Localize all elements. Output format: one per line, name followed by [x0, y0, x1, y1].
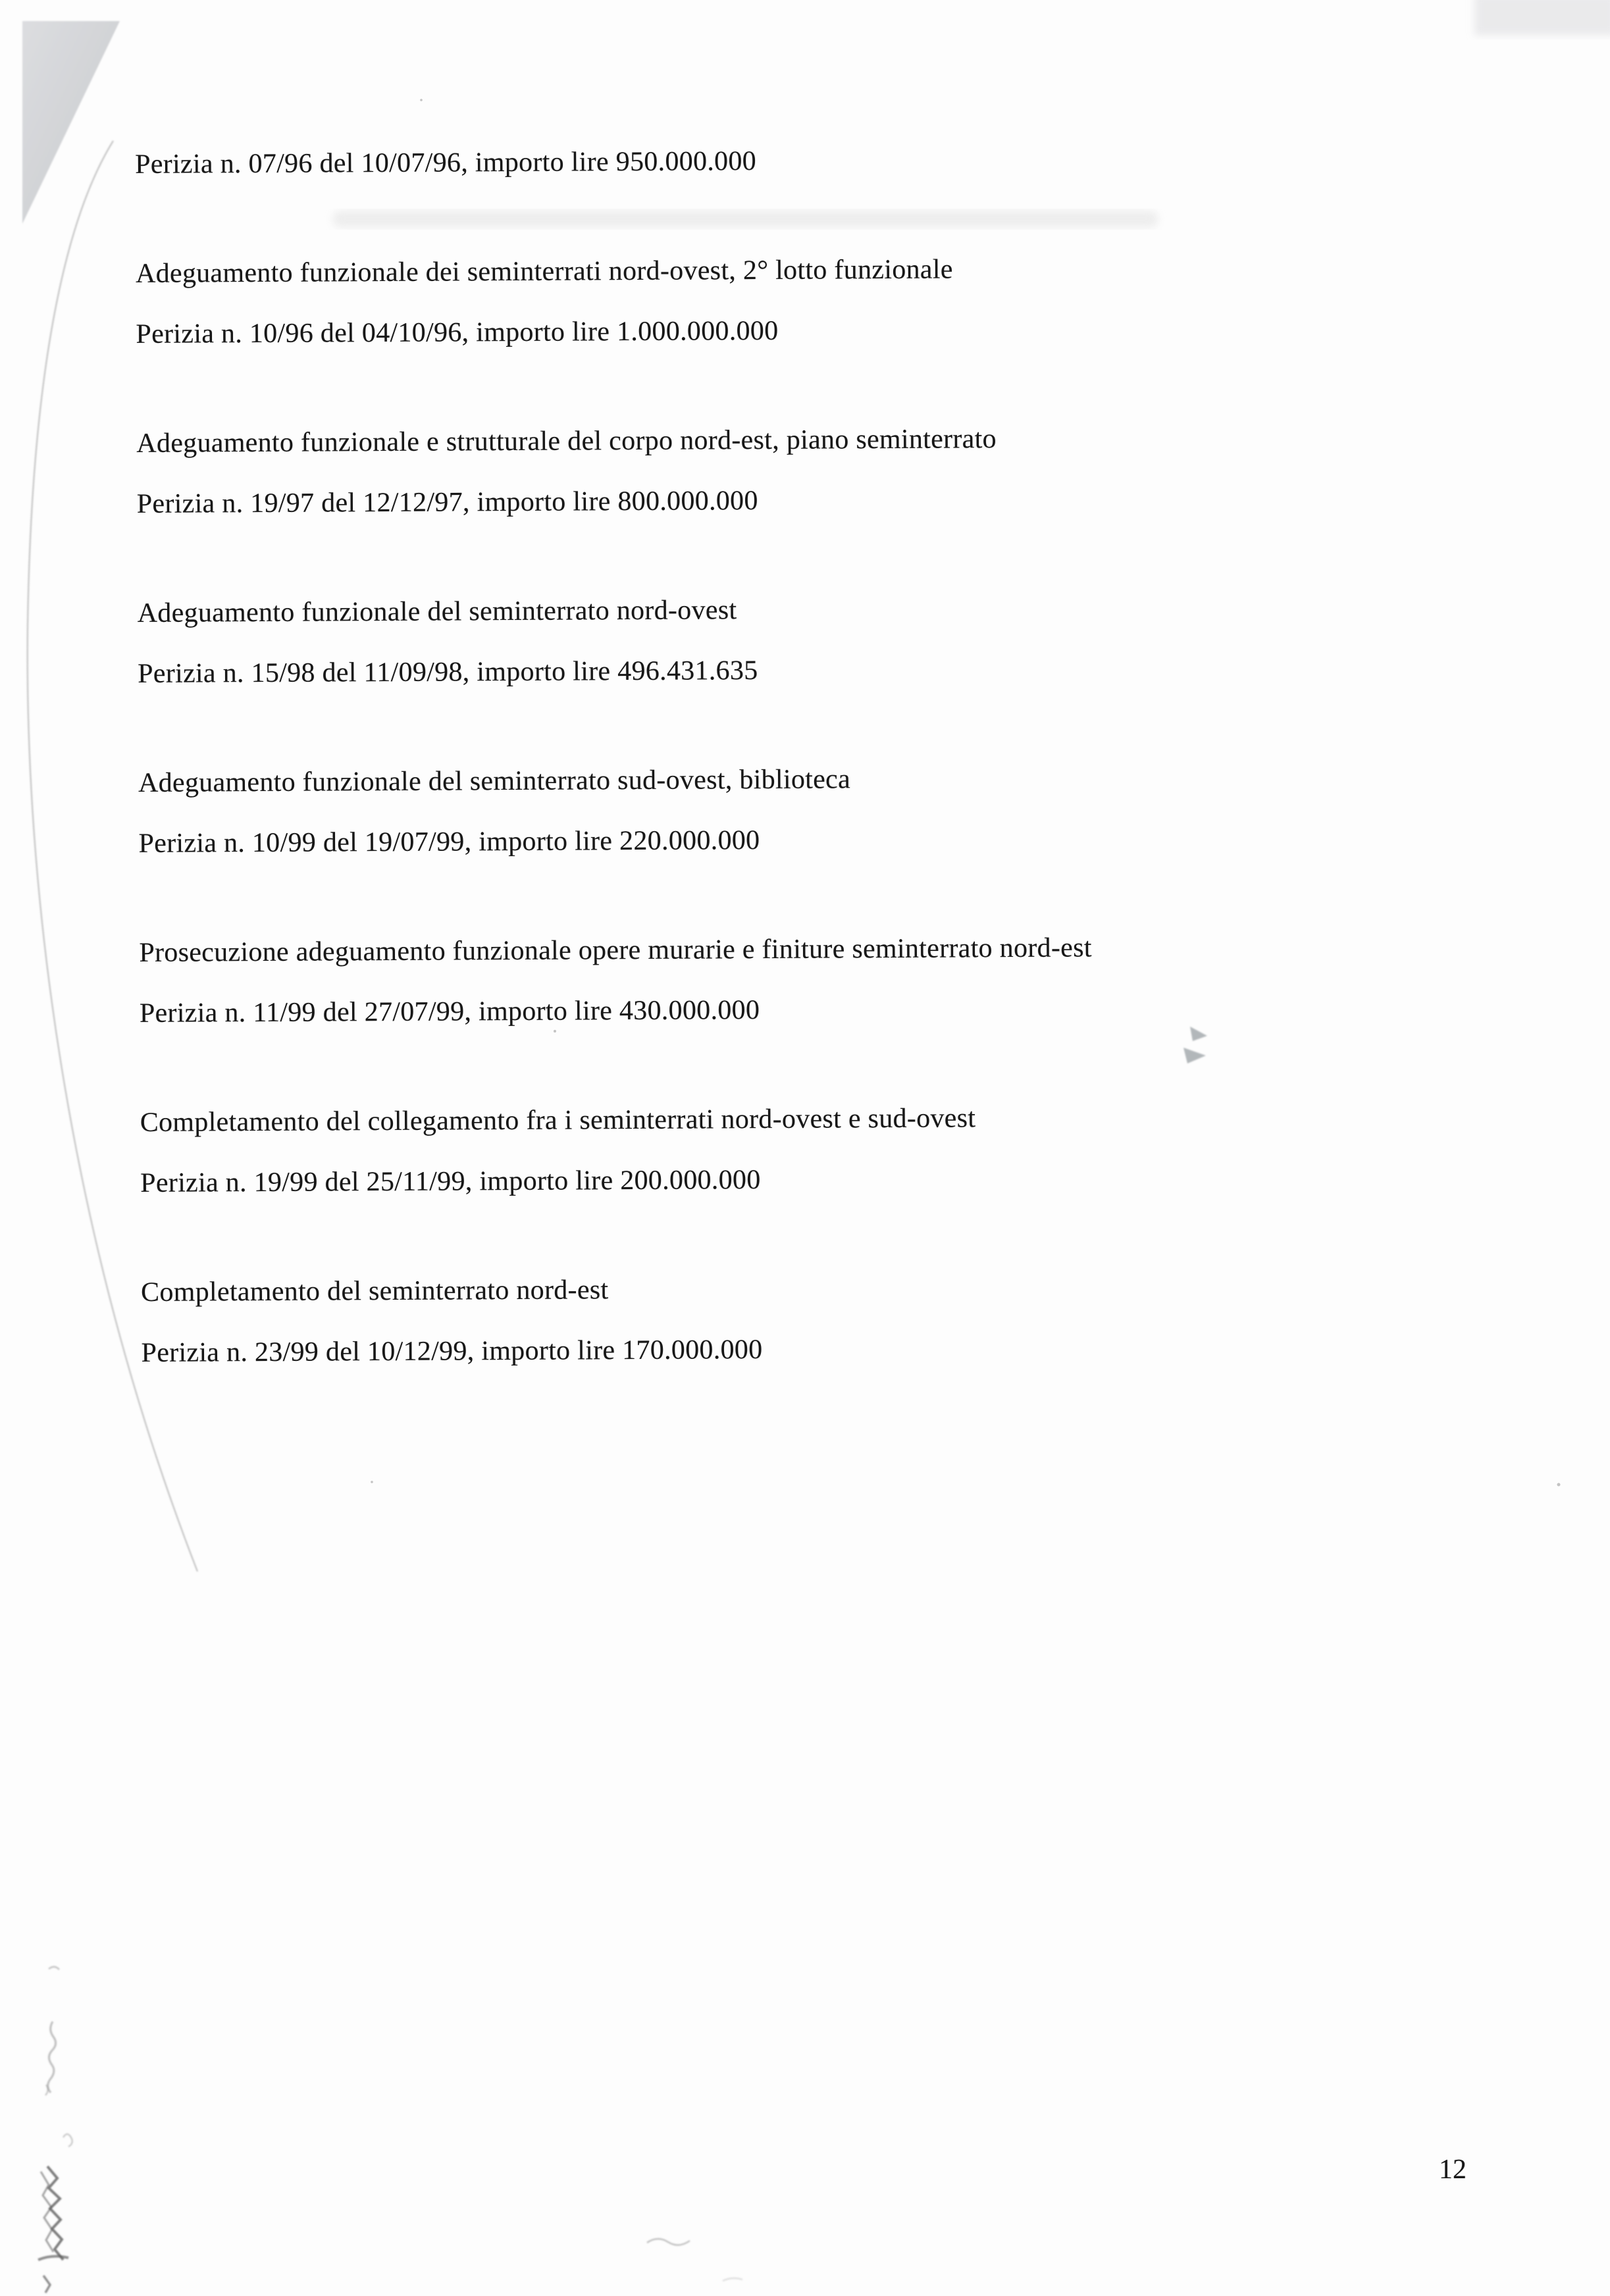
work-title: Adeguamento funzionale del seminterrato sud-ovest, biblioteca: [138, 764, 851, 798]
appraisal-entry: [138, 760, 1429, 860]
appraisal-detail: Perizia n. 07/96 del 10/07/96, importo lire 950.000.000: [135, 146, 757, 180]
work-title: Adeguamento funzionale e strutturale del corpo nord-est, piano seminterrato: [136, 424, 997, 459]
appraisal-detail: Perizia n. 15/98 del 11/09/98, importo lire 496.431.635: [138, 655, 758, 689]
bottom-squiggle-marks: [647, 2239, 742, 2281]
appraisal-detail: Perizia n. 19/99 del 25/11/99, importo lire 200.000.000: [140, 1165, 761, 1198]
top-right-scan-smudge: [1474, 0, 1610, 36]
appraisal-detail: Perizia n. 10/96 del 04/10/96, importo lire 1.000.000.000: [136, 315, 779, 349]
dark-scribble-artifact: [38, 2166, 68, 2293]
work-title: Completamento del collegamento fra i seminterrati nord-ovest e sud-ovest: [140, 1103, 976, 1138]
page-number: 12: [1439, 2155, 1467, 2185]
margin-handwriting-smudges: [45, 1967, 72, 2147]
work-title: Adeguamento funzionale del seminterrato nord-ovest: [137, 595, 737, 628]
work-title: Completamento del seminterrato nord-est: [140, 1275, 609, 1308]
appraisal-entry: [135, 141, 1425, 181]
appraisal-entry: [141, 1269, 1432, 1369]
appraisal-entry: [136, 421, 1427, 521]
appraisal-detail: Perizia n. 23/99 del 10/12/99, importo lire 170.000.000: [141, 1335, 763, 1368]
appraisal-detail: Perizia n. 10/99 del 19/07/99, importo lire 220.000.000: [138, 825, 760, 859]
appraisal-entry: [136, 251, 1426, 351]
work-title: Adeguamento funzionale dei seminterrati nord-ovest, 2° lotto funzionale: [135, 254, 953, 289]
appraisal-detail: Perizia n. 11/99 del 27/07/99, importo lire 430.000.000: [139, 995, 760, 1029]
document-body: [135, 141, 1432, 1369]
appraisal-entry: [140, 1100, 1431, 1200]
corner-fold-artifact: [22, 21, 120, 224]
appraisal-entry: [138, 590, 1428, 690]
appraisal-detail: Perizia n. 19/97 del 12/12/97, importo lire 800.000.000: [136, 486, 758, 519]
appraisal-entry: [139, 930, 1430, 1030]
work-title: Prosecuzione adeguamento funzionale opere murarie e finiture seminterrato nord-est: [139, 932, 1092, 968]
